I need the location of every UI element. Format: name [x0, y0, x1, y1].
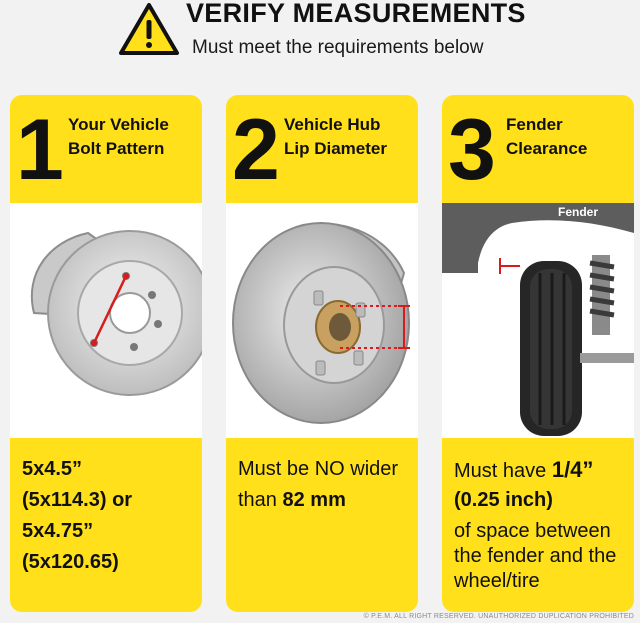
step-number: 2 [232, 102, 278, 198]
card-spec: Must have 1/4” (0.25 inch) of space between the fender and the wheel/tire [442, 438, 634, 612]
card-bolt-pattern [10, 95, 202, 612]
step-number: 1 [16, 102, 62, 198]
card-heading: Fender Clearance [506, 115, 588, 158]
brake-rotor-image [10, 203, 202, 438]
warning-triangle-icon [118, 2, 180, 56]
wheel-fender-image [442, 203, 634, 438]
card-spec: 5x4.5” (5x114.3) or 5x4.75” (5x120.65) [10, 438, 202, 612]
card-spec: Must be NO wider than 82 mm [226, 438, 418, 612]
copyright-notice: © P.E.M. ALL RIGHT RESERVED. UNAUTHORIZED DUPLICATION PROHIBITED [363, 613, 634, 620]
page-header [0, 0, 640, 92]
fender-label: Fender [558, 205, 599, 219]
page-title: VERIFY MEASUREMENTS [186, 0, 526, 28]
card-heading: Your Vehicle Bolt Pattern [68, 115, 169, 158]
card-hub-lip [226, 95, 418, 612]
card-header [10, 95, 202, 203]
card-header [442, 95, 634, 203]
step-number: 3 [448, 102, 494, 198]
card-header [226, 95, 418, 203]
page-subtitle: Must meet the requirements below [192, 37, 484, 58]
brake-rotor-hub-image [226, 203, 418, 438]
card-fender-clearance [442, 95, 634, 612]
card-heading: Vehicle Hub Lip Diameter [284, 115, 387, 158]
